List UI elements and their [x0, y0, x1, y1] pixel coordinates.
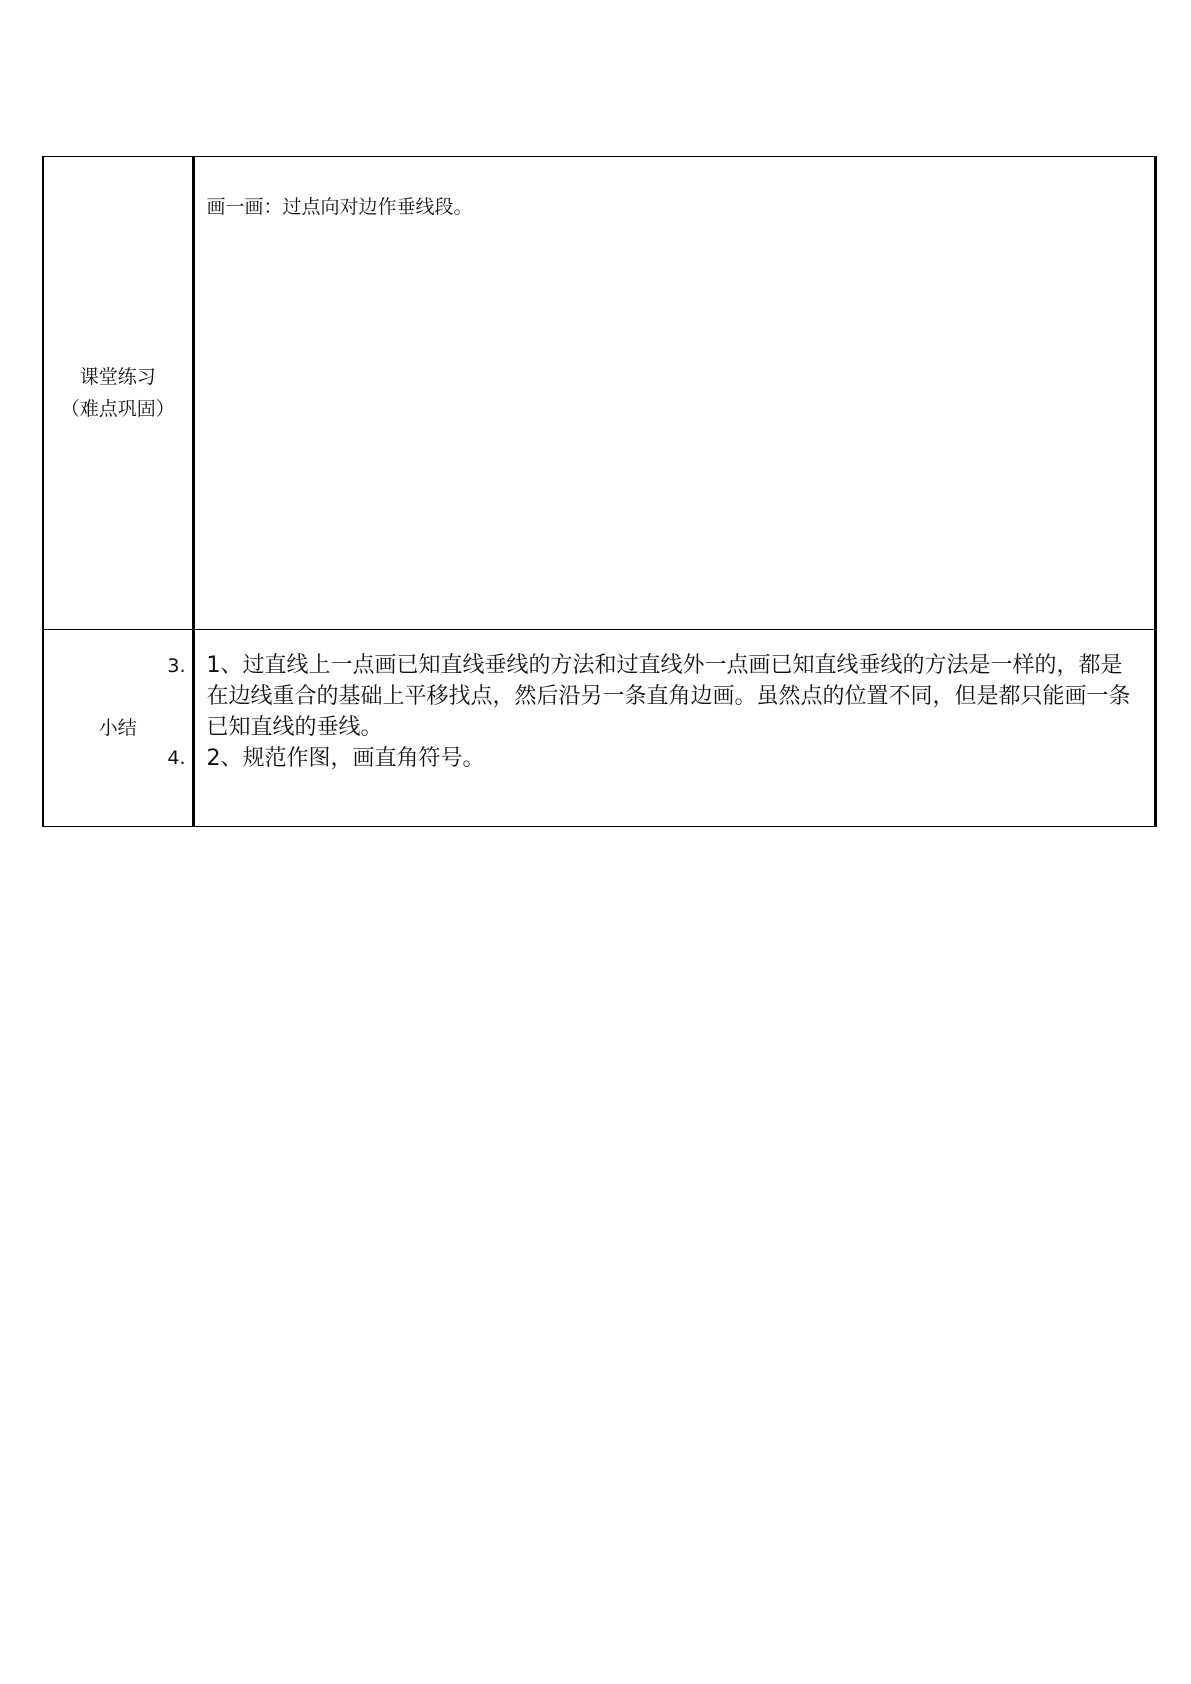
practice-content-text: 画一画：过点向对边作垂线段。	[206, 196, 473, 218]
summary-list-marker-4: 4.	[167, 747, 186, 769]
practice-label	[44, 157, 192, 629]
practice-content-cell	[193, 157, 1155, 630]
practice-label-cell	[43, 157, 193, 630]
lesson-plan-table	[42, 156, 1157, 827]
summary-item-2: 2、规范作图，画直角符号。	[206, 746, 485, 771]
practice-row	[43, 157, 1155, 630]
summary-label-cell	[43, 630, 193, 827]
summary-content	[207, 650, 1140, 774]
practice-label-line2: （难点巩固）	[60, 398, 175, 420]
summary-item-1: 1、过直线上一点画已知直线垂线的方法和过直线外一点画已知直线垂线的方法是一样的，都是在边线重合的基础上平移找点，然后沿另一条直角边画。虽然点的位置不同，但是都只能画一条已知直线的垂线。	[206, 653, 1131, 740]
practice-label-line1: 课堂练习	[79, 366, 156, 388]
summary-list-marker-3: 3.	[167, 655, 186, 677]
summary-label: 小结	[98, 717, 137, 739]
summary-row	[43, 630, 1155, 827]
summary-content-cell	[193, 630, 1155, 827]
